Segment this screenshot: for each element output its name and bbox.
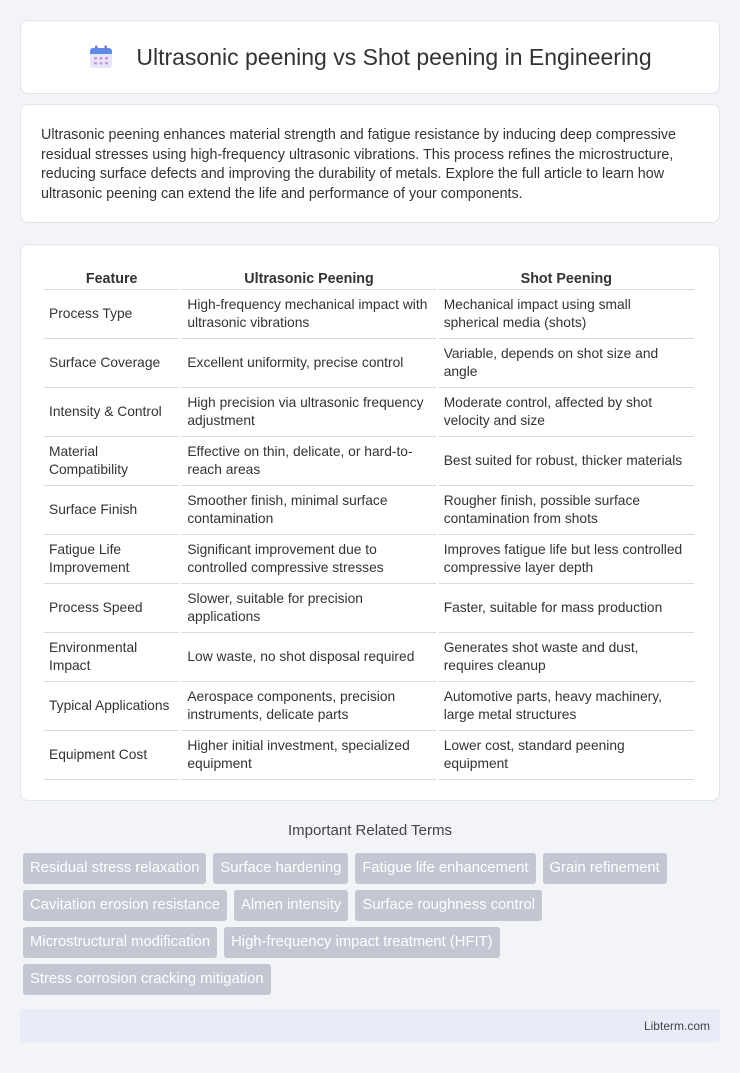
shot-cell: Generates shot waste and dust, requires cleanup [439, 633, 694, 682]
table-row [44, 339, 694, 388]
table-row [44, 535, 694, 584]
feature-cell: Typical Applications [44, 682, 179, 731]
table-row [44, 682, 694, 731]
related-term-tag[interactable]: Residual stress relaxation [23, 853, 206, 884]
intro-text: Ultrasonic peening enhances material strength and fatigue resistance by inducing deep compressive residual stresses using high-frequency ultrasonic vibrations. This process refines the microstructure, reducing surface defects and improving the durability of metals. Explore the full article to learn how ultrasonic peening can extend the life and performance of your components. [41, 127, 676, 202]
shot-cell: Rougher finish, possible surface contamination from shots [439, 486, 694, 535]
footer [20, 1009, 720, 1042]
shot-cell: Best suited for robust, thicker materials [439, 437, 694, 486]
shot-cell: Variable, depends on shot size and angle [439, 339, 694, 388]
header-ultrasonic-peening: Ultrasonic Peening [182, 266, 435, 290]
header-shot-peening: Shot Peening [439, 266, 694, 290]
ultrasonic-cell: Effective on thin, delicate, or hard-to-reach areas [182, 437, 435, 486]
footer-brand[interactable]: Libterm.com [643, 1018, 710, 1033]
calendar-icon [88, 44, 114, 70]
related-term-tag[interactable]: Surface roughness control [355, 890, 542, 921]
shot-cell: Lower cost, standard peening equipment [439, 731, 694, 780]
feature-cell: Environmental Impact [44, 633, 179, 682]
comparison-card [20, 244, 720, 801]
page-title: Ultrasonic peening vs Shot peening in Engineering [136, 43, 652, 70]
related-term-tag[interactable]: Surface hardening [213, 853, 348, 884]
feature-cell: Process Speed [44, 584, 179, 633]
shot-cell: Mechanical impact using small spherical media (shots) [439, 290, 694, 339]
ultrasonic-cell: Slower, suitable for precision applications [182, 584, 435, 633]
related-term-tag[interactable]: Cavitation erosion resistance [23, 890, 227, 921]
table-row [44, 486, 694, 535]
table-row [44, 388, 694, 437]
shot-cell: Improves fatigue life but less controlled compressive layer depth [439, 535, 694, 584]
ultrasonic-cell: High-frequency mechanical impact with ultrasonic vibrations [182, 290, 435, 339]
ultrasonic-cell: Significant improvement due to controlled compressive stresses [182, 535, 435, 584]
ultrasonic-cell: Low waste, no shot disposal required [182, 633, 435, 682]
feature-cell: Process Type [44, 290, 179, 339]
related-term-tag[interactable]: Almen intensity [234, 890, 348, 921]
shot-cell: Faster, suitable for mass production [439, 584, 694, 633]
feature-cell: Material Compatibility [44, 437, 179, 486]
related-term-tag[interactable]: Microstructural modification [23, 927, 217, 958]
table-row [44, 290, 694, 339]
ultrasonic-cell: Higher initial investment, specialized equipment [182, 731, 435, 780]
ultrasonic-cell: Smoother finish, minimal surface contamination [182, 486, 435, 535]
related-term-tag[interactable]: Stress corrosion cracking mitigation [23, 964, 271, 995]
feature-cell: Intensity & Control [44, 388, 179, 437]
table-header-row [44, 266, 694, 290]
related-term-tag[interactable]: High-frequency impact treatment (HFIT) [224, 927, 500, 958]
feature-cell: Surface Coverage [44, 339, 179, 388]
shot-cell: Moderate control, affected by shot velocity and size [439, 388, 694, 437]
shot-cell: Automotive parts, heavy machinery, large metal structures [439, 682, 694, 731]
header [88, 44, 651, 71]
table-row [44, 731, 694, 780]
intro-card [20, 104, 720, 223]
related-terms-title: Important Related Terms [288, 822, 452, 839]
feature-cell: Fatigue Life Improvement [44, 535, 179, 584]
ultrasonic-cell: Excellent uniformity, precise control [182, 339, 435, 388]
related-term-tag[interactable]: Grain refinement [543, 853, 667, 884]
table-row [44, 633, 694, 682]
ultrasonic-cell: High precision via ultrasonic frequency adjustment [182, 388, 435, 437]
header-card [20, 20, 720, 94]
feature-cell: Equipment Cost [44, 731, 179, 780]
related-term-tag[interactable]: Fatigue life enhancement [355, 853, 535, 884]
table-row [44, 584, 694, 633]
ultrasonic-cell: Aerospace components, precision instruments, delicate parts [182, 682, 435, 731]
comparison-table [41, 266, 697, 780]
header-feature: Feature [44, 266, 179, 290]
table-row [44, 437, 694, 486]
table-body [44, 290, 694, 780]
related-terms-list [23, 853, 723, 1001]
feature-cell: Surface Finish [44, 486, 179, 535]
